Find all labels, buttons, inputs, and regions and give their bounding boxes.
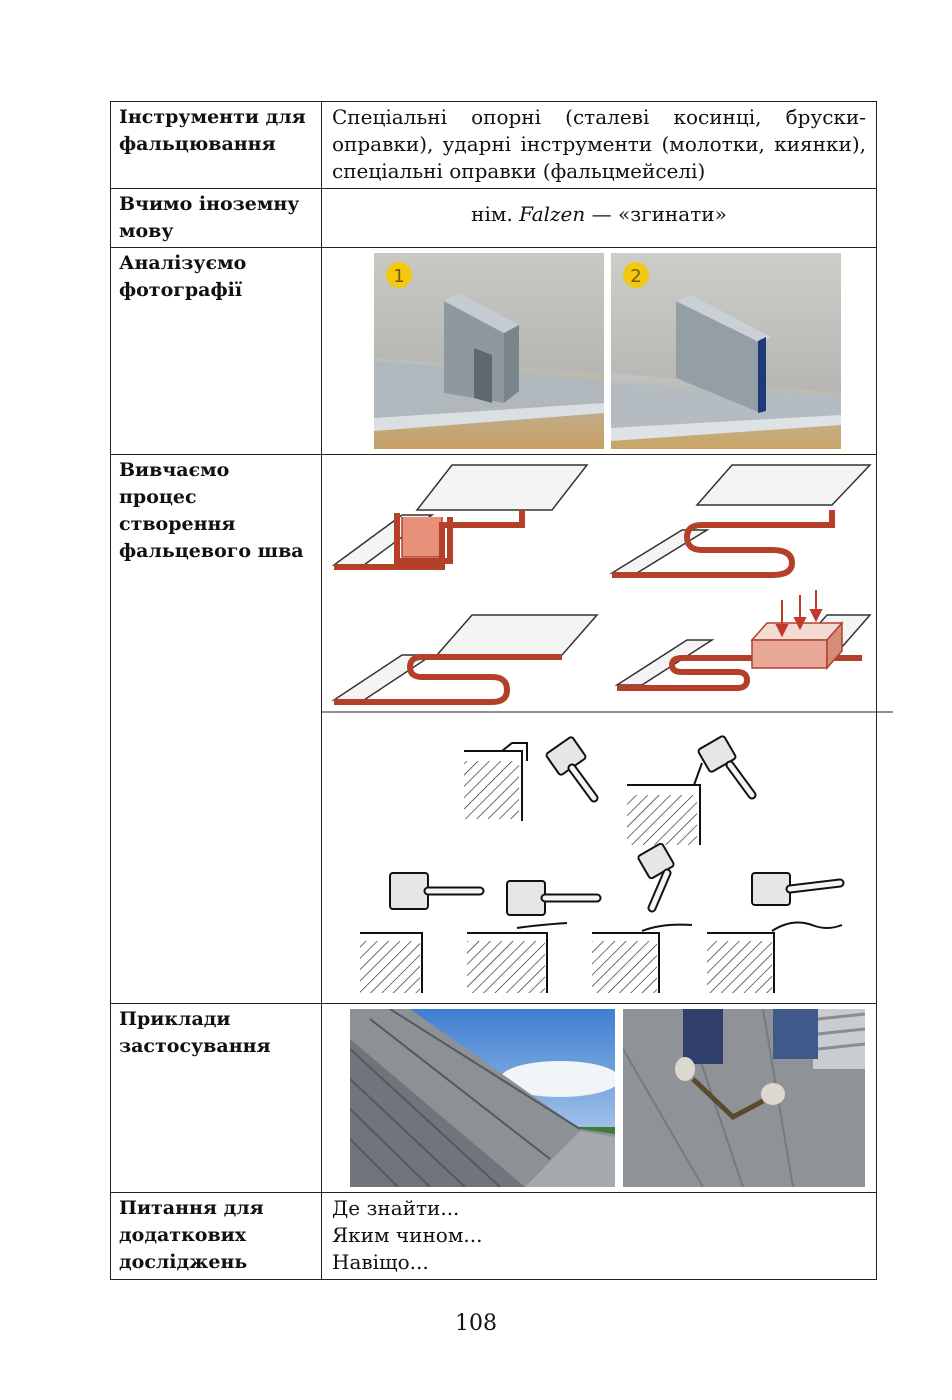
question-line: Яким чином... xyxy=(332,1223,483,1247)
photos-label: Аналізуємо фотографії xyxy=(111,248,322,455)
translation: — «згинати» xyxy=(591,202,727,226)
language-prefix: нім. xyxy=(471,202,513,226)
row-photos xyxy=(111,248,877,455)
question-line: Де знайти... xyxy=(332,1196,460,1220)
badge-2-label: 2 xyxy=(630,266,642,287)
roof-photo xyxy=(350,1009,615,1187)
questions-label: Питання для додаткових досліджень xyxy=(111,1193,322,1280)
seam-steps-diagram xyxy=(322,455,893,713)
badge-1-label: 1 xyxy=(393,266,405,287)
seam-process-diagrams xyxy=(322,455,876,713)
tools-label: Інструменти для фальцювання xyxy=(111,102,322,189)
language-term xyxy=(322,189,876,228)
seam-photo-1 xyxy=(374,253,604,449)
row-language xyxy=(111,189,877,248)
language-label: Вчимо іноземну мову xyxy=(111,189,322,248)
lesson-table xyxy=(110,101,877,1280)
row-applications xyxy=(111,1004,877,1193)
hammer-steps-diagram xyxy=(322,713,876,1003)
question-line: Навіщо... xyxy=(332,1250,429,1274)
row-tools xyxy=(111,102,877,189)
page-number: 108 xyxy=(455,1311,497,1336)
row-process xyxy=(111,455,877,1004)
row-questions xyxy=(111,1193,877,1280)
workers-photo xyxy=(623,1009,865,1187)
mallet-icon xyxy=(545,735,752,798)
applications-label: Приклади застосування xyxy=(111,1004,322,1193)
seam-photo-2 xyxy=(611,253,841,449)
process-label: Вивчаємо процес створення фальцевого шва xyxy=(111,455,322,1004)
german-word: Falzen xyxy=(519,202,586,226)
tools-description: Спеціальні опорні (сталеві косинці, бруски-оправки), ударні інструменти (молотки, киянки), спеціальні оправки (фальцмейселі) xyxy=(332,105,866,183)
